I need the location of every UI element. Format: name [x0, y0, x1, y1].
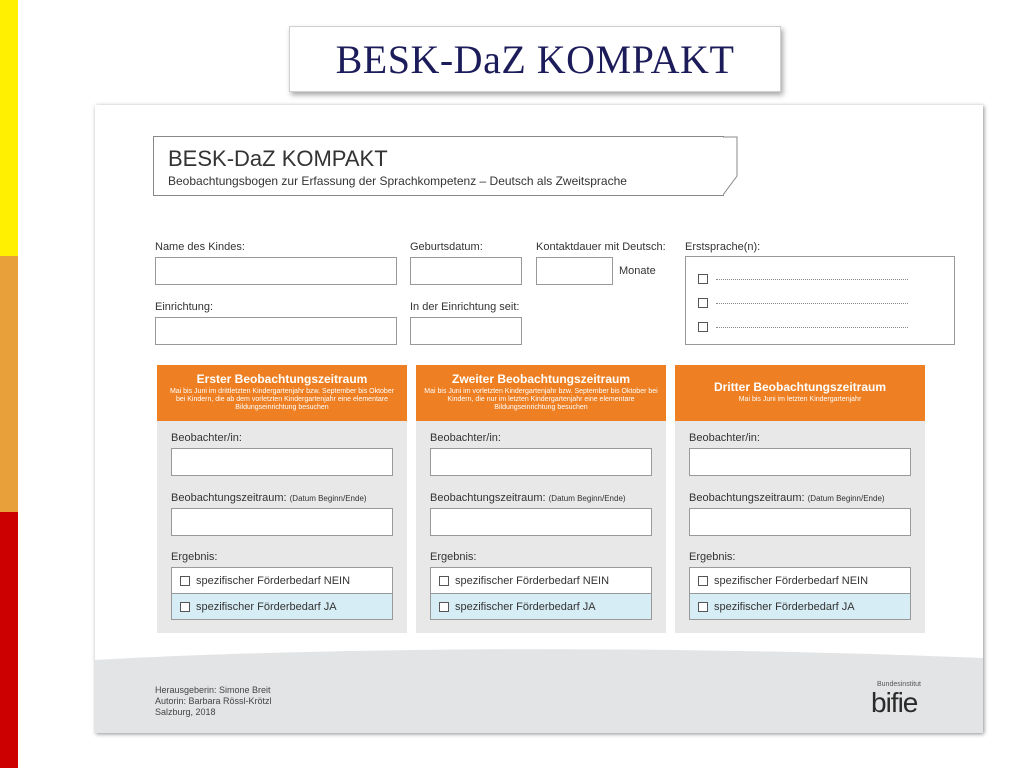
observation-panel-2 [416, 365, 666, 633]
period-label [689, 492, 885, 504]
language-box [685, 256, 955, 345]
option-yes[interactable] [171, 593, 393, 620]
checkbox-icon[interactable] [180, 576, 190, 586]
name-label: Name des Kindes: [155, 241, 245, 253]
option-no[interactable] [689, 567, 911, 594]
option-yes[interactable] [689, 593, 911, 620]
period-field[interactable] [171, 508, 393, 536]
option-no-label: spezifischer Förderbedarf NEIN [714, 574, 869, 587]
observer-label: Beobachter/in: [171, 432, 242, 444]
language-label: Erstsprache(n): [685, 241, 761, 253]
sidebar-bar-orange [0, 256, 18, 512]
birth-field[interactable] [410, 257, 522, 285]
period-field[interactable] [430, 508, 652, 536]
checkbox-icon[interactable] [698, 298, 708, 308]
option-no-label: spezifischer Förderbedarf NEIN [455, 574, 610, 587]
option-no-label: spezifischer Förderbedarf NEIN [196, 574, 351, 587]
period-hint: (Datum Beginn/Ende) [289, 494, 367, 503]
checkbox-icon[interactable] [439, 602, 449, 612]
option-yes-label: spezifischer Förderbedarf JA [455, 600, 596, 613]
observation-panel-1 [157, 365, 407, 633]
language-row[interactable] [698, 298, 908, 308]
language-row[interactable] [698, 274, 908, 284]
period-label [430, 492, 626, 504]
observer-field[interactable] [430, 448, 652, 476]
period-field[interactable] [689, 508, 911, 536]
dotted-line [716, 303, 908, 304]
footer-publisher: Herausgeberin: Simone Breit [155, 685, 271, 695]
period-label-text: Beobachtungszeitraum: [171, 492, 287, 504]
sidebar-bar-yellow [0, 0, 18, 256]
observer-label: Beobachter/in: [430, 432, 501, 444]
option-yes[interactable] [430, 593, 652, 620]
panel-title: Zweiter Beobachtungszeitraum [451, 372, 631, 386]
name-field[interactable] [155, 257, 397, 285]
since-field[interactable] [410, 317, 522, 345]
panel-description: Mai bis Juni im letzten Kindergartenjahr [738, 396, 862, 403]
checkbox-icon[interactable] [698, 602, 708, 612]
footer-credits [155, 685, 272, 718]
header-notch [723, 136, 738, 196]
language-row[interactable] [698, 322, 908, 332]
contact-label: Kontaktdauer mit Deutsch: [536, 241, 666, 253]
observer-label: Beobachter/in: [689, 432, 760, 444]
observer-field[interactable] [171, 448, 393, 476]
observer-field[interactable] [689, 448, 911, 476]
institution-label: Einrichtung: [155, 301, 214, 313]
sidebar-bar-red [0, 512, 18, 768]
since-label: In der Einrichtung seit: [410, 301, 520, 313]
panel-header [416, 365, 666, 421]
contact-field[interactable] [536, 257, 613, 285]
checkbox-icon[interactable] [180, 602, 190, 612]
institution-field[interactable] [155, 317, 397, 345]
months-unit: Monate [619, 265, 656, 277]
form-header-subtitle: Beobachtungsbogen zur Erfassung der Sprachkompetenz – Deutsch als Zweitsprache [168, 174, 627, 188]
panel-description: Mai bis Juni im vorletzten Kindergartenjahr bzw. September bis Oktober bei Kindern, die nur im letzten Kindergartenjahr eine elementare Bildungseinrichtung besuchen [424, 388, 658, 411]
period-label [171, 492, 367, 504]
slide-title: BESK-DaZ KOMPAKT [289, 26, 781, 92]
period-label-text: Beobachtungszeitraum: [689, 492, 805, 504]
panel-title: Dritter Beobachtungszeitraum [713, 380, 887, 394]
observation-panel-3 [675, 365, 925, 633]
checkbox-icon[interactable] [439, 576, 449, 586]
option-yes-label: spezifischer Förderbedarf JA [714, 600, 855, 613]
dotted-line [716, 279, 908, 280]
panel-description: Mai bis Juni im drittletzten Kindergartenjahr bzw. September bis Oktober bei Kindern, die ab dem vorletzten Kindergartenjahr eine elementare Bildungseinrichtung besuchen [169, 388, 395, 411]
checkbox-icon[interactable] [698, 576, 708, 586]
form-sheet [95, 105, 983, 733]
dotted-line [716, 327, 908, 328]
result-label: Ergebnis: [689, 551, 736, 563]
footer-place-year: Salzburg, 2018 [155, 707, 216, 717]
footer-author: Autorin: Barbara Rössl-Krötzl [155, 696, 272, 706]
option-yes-label: spezifischer Förderbedarf JA [196, 600, 337, 613]
panel-header [675, 365, 925, 421]
result-label: Ergebnis: [171, 551, 218, 563]
birth-label: Geburtsdatum: [410, 241, 483, 253]
period-hint: (Datum Beginn/Ende) [548, 494, 626, 503]
logo-caption: Bundesinstitut [877, 681, 921, 688]
option-no[interactable] [430, 567, 652, 594]
panel-title: Erster Beobachtungszeitraum [196, 372, 368, 386]
period-label-text: Beobachtungszeitraum: [430, 492, 546, 504]
checkbox-icon[interactable] [698, 274, 708, 284]
option-no[interactable] [171, 567, 393, 594]
panel-header [157, 365, 407, 421]
checkbox-icon[interactable] [698, 322, 708, 332]
result-label: Ergebnis: [430, 551, 477, 563]
period-hint: (Datum Beginn/Ende) [807, 494, 885, 503]
form-header [153, 136, 724, 196]
bifie-logo: bifie [871, 687, 918, 718]
form-header-title: BESK-DaZ KOMPAKT [168, 146, 388, 171]
